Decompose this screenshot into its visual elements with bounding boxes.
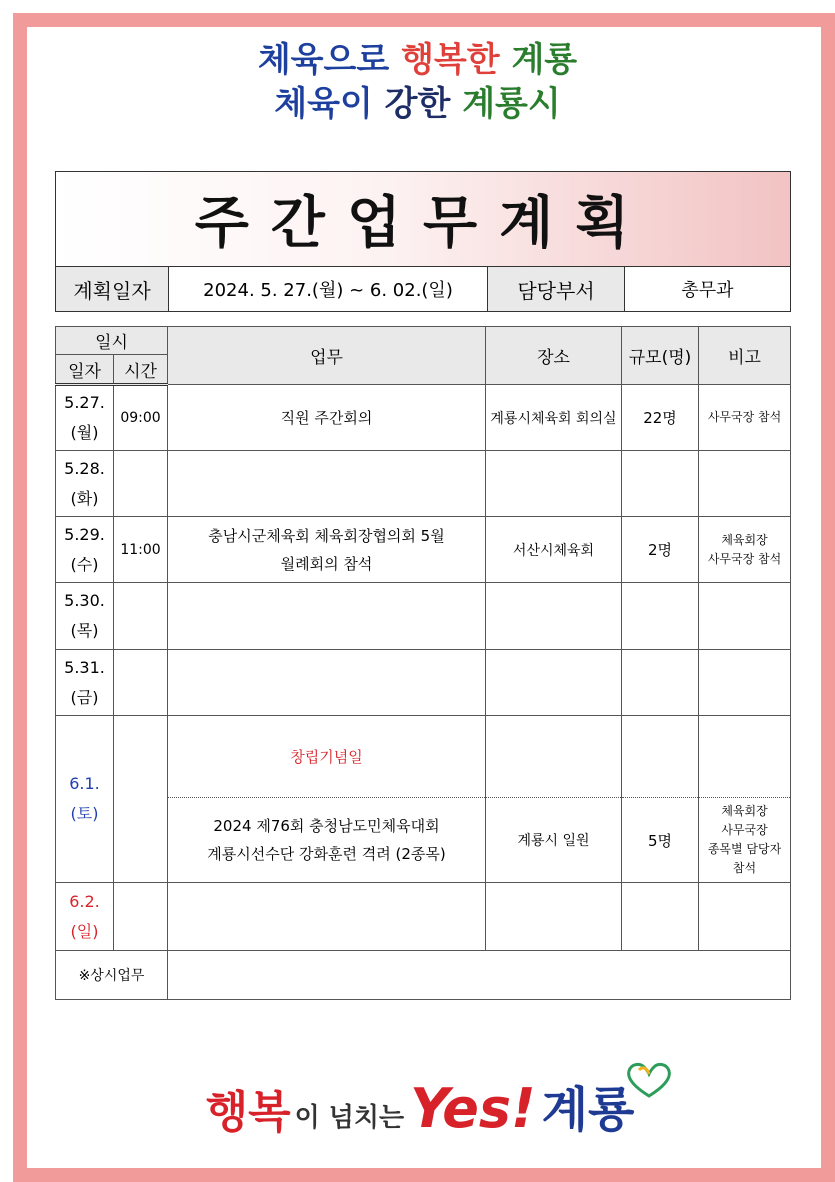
place-cell: 서산시체육회 xyxy=(486,517,622,583)
dept-label: 담당부서 xyxy=(488,267,625,312)
slogan-word: 체육으로 xyxy=(257,40,390,80)
table-row xyxy=(56,650,791,716)
plan-date-label: 계획일자 xyxy=(56,267,169,312)
table-row xyxy=(56,951,791,1000)
note-cell xyxy=(699,451,791,517)
scale-cell xyxy=(622,583,699,650)
holiday-cell: 창립기념일 xyxy=(168,716,486,798)
table-row xyxy=(56,716,791,798)
header-place: 장소 xyxy=(486,327,622,385)
scale-cell: 22명 xyxy=(622,385,699,451)
time-cell xyxy=(114,650,168,716)
table-row xyxy=(56,385,791,451)
task-cell xyxy=(168,650,486,716)
task-cell xyxy=(168,583,486,650)
time-cell xyxy=(114,716,168,883)
table-row xyxy=(56,451,791,517)
heart-icon xyxy=(625,1060,673,1100)
slogan-word: 행복한 xyxy=(401,40,500,80)
task-cell xyxy=(168,883,486,951)
place-cell xyxy=(486,716,622,798)
plan-date-value: 2024. 5. 27.(월) ~ 6. 02.(일) xyxy=(169,267,488,312)
date-cell: 5.28. (화) xyxy=(56,451,114,517)
note-cell: 체육회장 사무국장 종목별 담당자 참석 xyxy=(699,798,791,883)
header-datetime: 일시 xyxy=(56,327,168,355)
place-cell: 계룡시 일원 xyxy=(486,798,622,883)
time-cell xyxy=(114,451,168,517)
note-cell xyxy=(699,883,791,951)
dept-value: 총무과 xyxy=(625,267,791,312)
place-cell xyxy=(486,650,622,716)
place-cell: 계룡시체육회 회의실 xyxy=(486,385,622,451)
info-table xyxy=(55,266,791,312)
place-cell xyxy=(486,583,622,650)
table-row xyxy=(56,583,791,650)
slogan-word: 강한 xyxy=(384,84,451,124)
time-cell: 09:00 xyxy=(114,385,168,451)
regular-task-label: ※상시업무 xyxy=(56,951,168,1000)
scale-cell xyxy=(622,716,699,798)
note-cell xyxy=(699,716,791,798)
place-cell xyxy=(486,883,622,951)
document-title: 주간업무계획 xyxy=(194,191,652,256)
task-cell: 충남시군체육회 체육회장협의회 5월 월례회의 참석 xyxy=(168,517,486,583)
note-cell xyxy=(699,650,791,716)
header-scale: 규모(명) xyxy=(622,327,699,385)
scale-cell: 5명 xyxy=(622,798,699,883)
table-row xyxy=(56,517,791,583)
document-title-box xyxy=(55,171,791,266)
date-cell: 6.2. (일) xyxy=(56,883,114,951)
date-cell: 5.29. (수) xyxy=(56,517,114,583)
time-cell xyxy=(114,583,168,650)
note-cell: 체육회장 사무국장 참석 xyxy=(699,517,791,583)
header-note: 비고 xyxy=(699,327,791,385)
note-cell xyxy=(699,583,791,650)
top-slogan xyxy=(0,38,835,126)
schedule-table xyxy=(55,326,791,1000)
task-cell: 직원 주간회의 xyxy=(168,385,486,451)
date-cell: 5.27. (월) xyxy=(56,385,114,451)
place-cell xyxy=(486,451,622,517)
slogan-word: 계룡시 xyxy=(462,84,561,124)
bottom-slogan xyxy=(160,1050,680,1140)
scale-cell xyxy=(622,650,699,716)
scale-cell xyxy=(622,451,699,517)
slogan-part: Yes! xyxy=(410,1077,536,1140)
task-cell: 2024 제76회 충청남도민체육대회 계룡시선수단 강화훈련 격려 (2종목) xyxy=(168,798,486,883)
note-cell: 사무국장 참석 xyxy=(699,385,791,451)
time-cell xyxy=(114,883,168,951)
slogan-part: 이 넘치는 xyxy=(294,1103,405,1133)
table-row xyxy=(56,883,791,951)
scale-cell xyxy=(622,883,699,951)
regular-task-content xyxy=(168,951,791,1000)
task-cell xyxy=(168,451,486,517)
scale-cell: 2명 xyxy=(622,517,699,583)
date-cell: 6.1. (토) xyxy=(56,716,114,883)
date-cell: 5.30. (목) xyxy=(56,583,114,650)
header-time: 시간 xyxy=(114,355,168,385)
time-cell: 11:00 xyxy=(114,517,168,583)
header-date: 일자 xyxy=(56,355,114,385)
slogan-part: 행복 xyxy=(205,1087,291,1138)
header-task: 업무 xyxy=(168,327,486,385)
date-cell: 5.31. (금) xyxy=(56,650,114,716)
slogan-part: 계룡 xyxy=(541,1082,635,1138)
slogan-word: 계룡 xyxy=(511,40,578,80)
slogan-word: 체육이 xyxy=(274,84,373,124)
